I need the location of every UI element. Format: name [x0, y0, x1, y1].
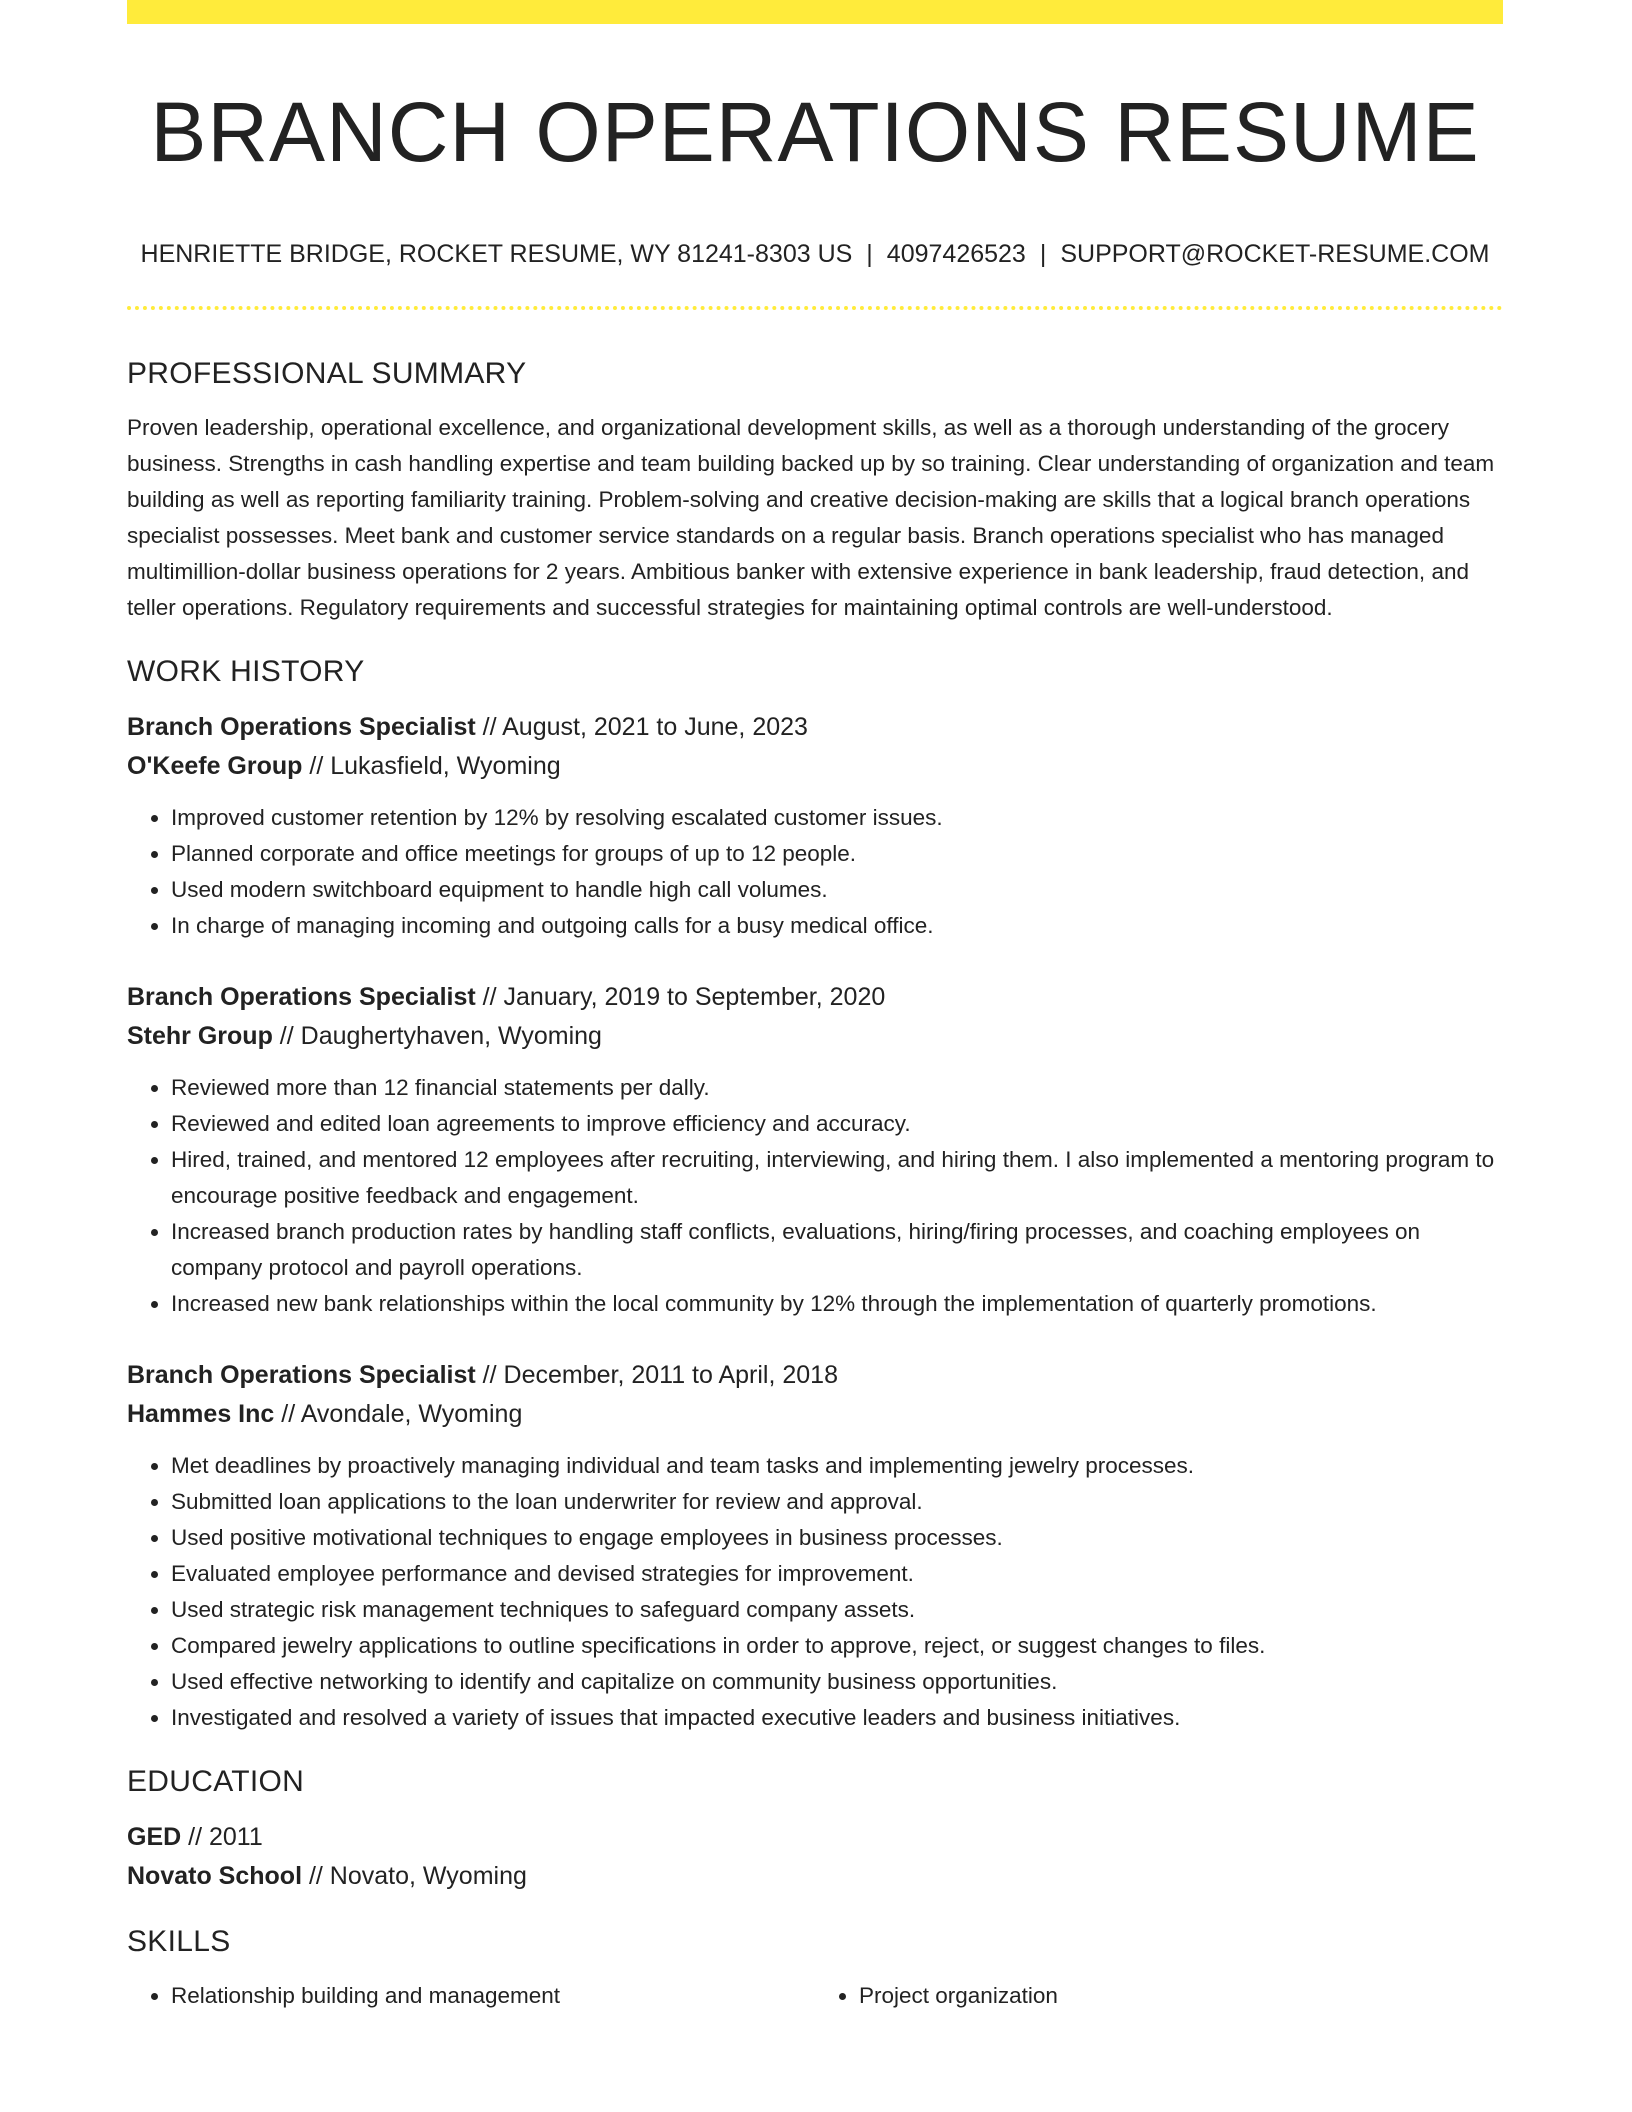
- job-title-line: [127, 978, 1503, 1017]
- job-title: Branch Operations Specialist: [127, 1361, 476, 1389]
- work-history-section: [127, 650, 1503, 1736]
- job-bullet: • Used positive motivational techniques to engage employees in business processes.: [171, 1520, 1503, 1556]
- skill-item: • Project organization: [859, 1978, 1503, 2014]
- skills-heading: SKILLS: [127, 1925, 231, 1958]
- contact-separator: |: [866, 240, 873, 268]
- job-company: Hammes Inc: [127, 1400, 275, 1428]
- job-bullet: • Used modern switchboard equipment to handle high call volumes.: [171, 872, 1503, 908]
- job-company: O'Keefe Group: [127, 752, 303, 780]
- skills-left-list: [127, 1978, 815, 2014]
- job-title: Branch Operations Specialist: [127, 983, 476, 1011]
- education-heading: EDUCATION: [127, 1765, 305, 1798]
- summary-section: [127, 352, 1503, 626]
- job-bullet: • Submitted loan applications to the loan underwriter for review and approval.: [171, 1484, 1503, 1520]
- job-entry: [127, 708, 1503, 944]
- job-location: // Lukasfield, Wyoming: [309, 752, 561, 780]
- education-school-line: [127, 1857, 1503, 1896]
- resume-body: [127, 352, 1503, 2014]
- resume-title: BRANCH OPERATIONS RESUME: [150, 85, 1480, 179]
- job-dates: // August, 2021 to June, 2023: [482, 713, 808, 741]
- summary-heading: PROFESSIONAL SUMMARY: [127, 357, 527, 390]
- job-bullet: • Improved customer retention by 12% by resolving escalated customer issues.: [171, 800, 1503, 836]
- job-bullet-list: [127, 1448, 1503, 1736]
- education-section: [127, 1760, 1503, 1896]
- job-bullet: • Investigated and resolved a variety of issues that impacted executive leaders and business initiatives.: [171, 1700, 1503, 1736]
- job-location: // Avondale, Wyoming: [281, 1400, 523, 1428]
- summary-text: Proven leadership, operational excellence, and organizational development skills, as well as a thorough understanding of the grocery business. Strengths in cash handling expertise and team building backed up by so training. Clear understanding of organization and team building as well as reporting familiarity training. Problem-solving and creative decision-making are skills that a logical branch operations specialist possesses. Meet bank and customer service standards on a regular basis. Branch operations specialist who has managed multimillion-dollar business operations for 2 years. Ambitious banker with extensive experience in bank leadership, fraud detection, and teller operations. Regulatory requirements and successful strategies for maintaining optimal controls are well-understood.: [127, 415, 1495, 620]
- job-entry: [127, 978, 1503, 1322]
- job-company-line: [127, 1395, 1503, 1434]
- job-company-line: [127, 747, 1503, 786]
- work-history-heading: WORK HISTORY: [127, 655, 365, 688]
- skills-columns: [127, 1978, 1503, 2014]
- job-company: Stehr Group: [127, 1022, 273, 1050]
- job-dates: // December, 2011 to April, 2018: [482, 1361, 838, 1389]
- education-entry: [127, 1818, 1503, 1896]
- skills-right-list: [815, 1978, 1503, 2014]
- job-list: [127, 708, 1503, 1736]
- contact-email: SUPPORT@ROCKET-RESUME.COM: [1060, 240, 1490, 268]
- job-bullet: • Evaluated employee performance and devised strategies for improvement.: [171, 1556, 1503, 1592]
- dotted-divider: [127, 306, 1503, 310]
- job-title-line: [127, 708, 1503, 747]
- contact-address: HENRIETTE BRIDGE, ROCKET RESUME, WY 81241-8303 US: [140, 240, 853, 268]
- job-bullet: • Increased branch production rates by handling staff conflicts, evaluations, hiring/firing processes, and coaching employees on company protocol and payroll operations.: [171, 1214, 1503, 1286]
- job-bullet: • In charge of managing incoming and outgoing calls for a busy medical office.: [171, 908, 1503, 944]
- education-degree: GED: [127, 1823, 182, 1851]
- job-bullet: • Used strategic risk management techniques to safeguard company assets.: [171, 1592, 1503, 1628]
- contact-phone: 4097426523: [886, 240, 1026, 268]
- job-entry: [127, 1356, 1503, 1736]
- education-year: // 2011: [188, 1823, 263, 1851]
- job-title-line: [127, 1356, 1503, 1395]
- job-dates: // January, 2019 to September, 2020: [482, 983, 886, 1011]
- job-bullet: • Reviewed and edited loan agreements to improve efficiency and accuracy.: [171, 1106, 1503, 1142]
- job-bullet: • Reviewed more than 12 financial statements per dally.: [171, 1070, 1503, 1106]
- education-degree-line: [127, 1818, 1503, 1857]
- job-company-line: [127, 1017, 1503, 1056]
- contact-separator: |: [1039, 240, 1047, 268]
- job-bullet: • Hired, trained, and mentored 12 employees after recruiting, interviewing, and hiring them. I also implemented a mentoring program to encourage positive feedback and engagement.: [171, 1142, 1503, 1214]
- education-location: // Novato, Wyoming: [308, 1862, 527, 1890]
- job-bullet: • Compared jewelry applications to outline specifications in order to approve, reject, or suggest changes to files.: [171, 1628, 1503, 1664]
- accent-top-bar: [127, 0, 1503, 24]
- job-bullet: • Planned corporate and office meetings for groups of up to 12 people.: [171, 836, 1503, 872]
- skill-item: • Relationship building and management: [171, 1978, 815, 2014]
- job-bullet: • Used effective networking to identify and capitalize on community business opportunities.: [171, 1664, 1503, 1700]
- job-bullet-list: [127, 1070, 1503, 1322]
- job-bullet: • Increased new bank relationships within the local community by 12% through the implementation of quarterly promotions.: [171, 1286, 1503, 1322]
- education-school: Novato School: [127, 1862, 303, 1890]
- job-location: // Daughertyhaven, Wyoming: [279, 1022, 602, 1050]
- contact-line: [127, 236, 1503, 272]
- job-bullet: • Met deadlines by proactively managing individual and team tasks and implementing jewelry processes.: [171, 1448, 1503, 1484]
- skills-section: [127, 1920, 1503, 2014]
- job-bullet-list: [127, 800, 1503, 944]
- job-title: Branch Operations Specialist: [127, 713, 476, 741]
